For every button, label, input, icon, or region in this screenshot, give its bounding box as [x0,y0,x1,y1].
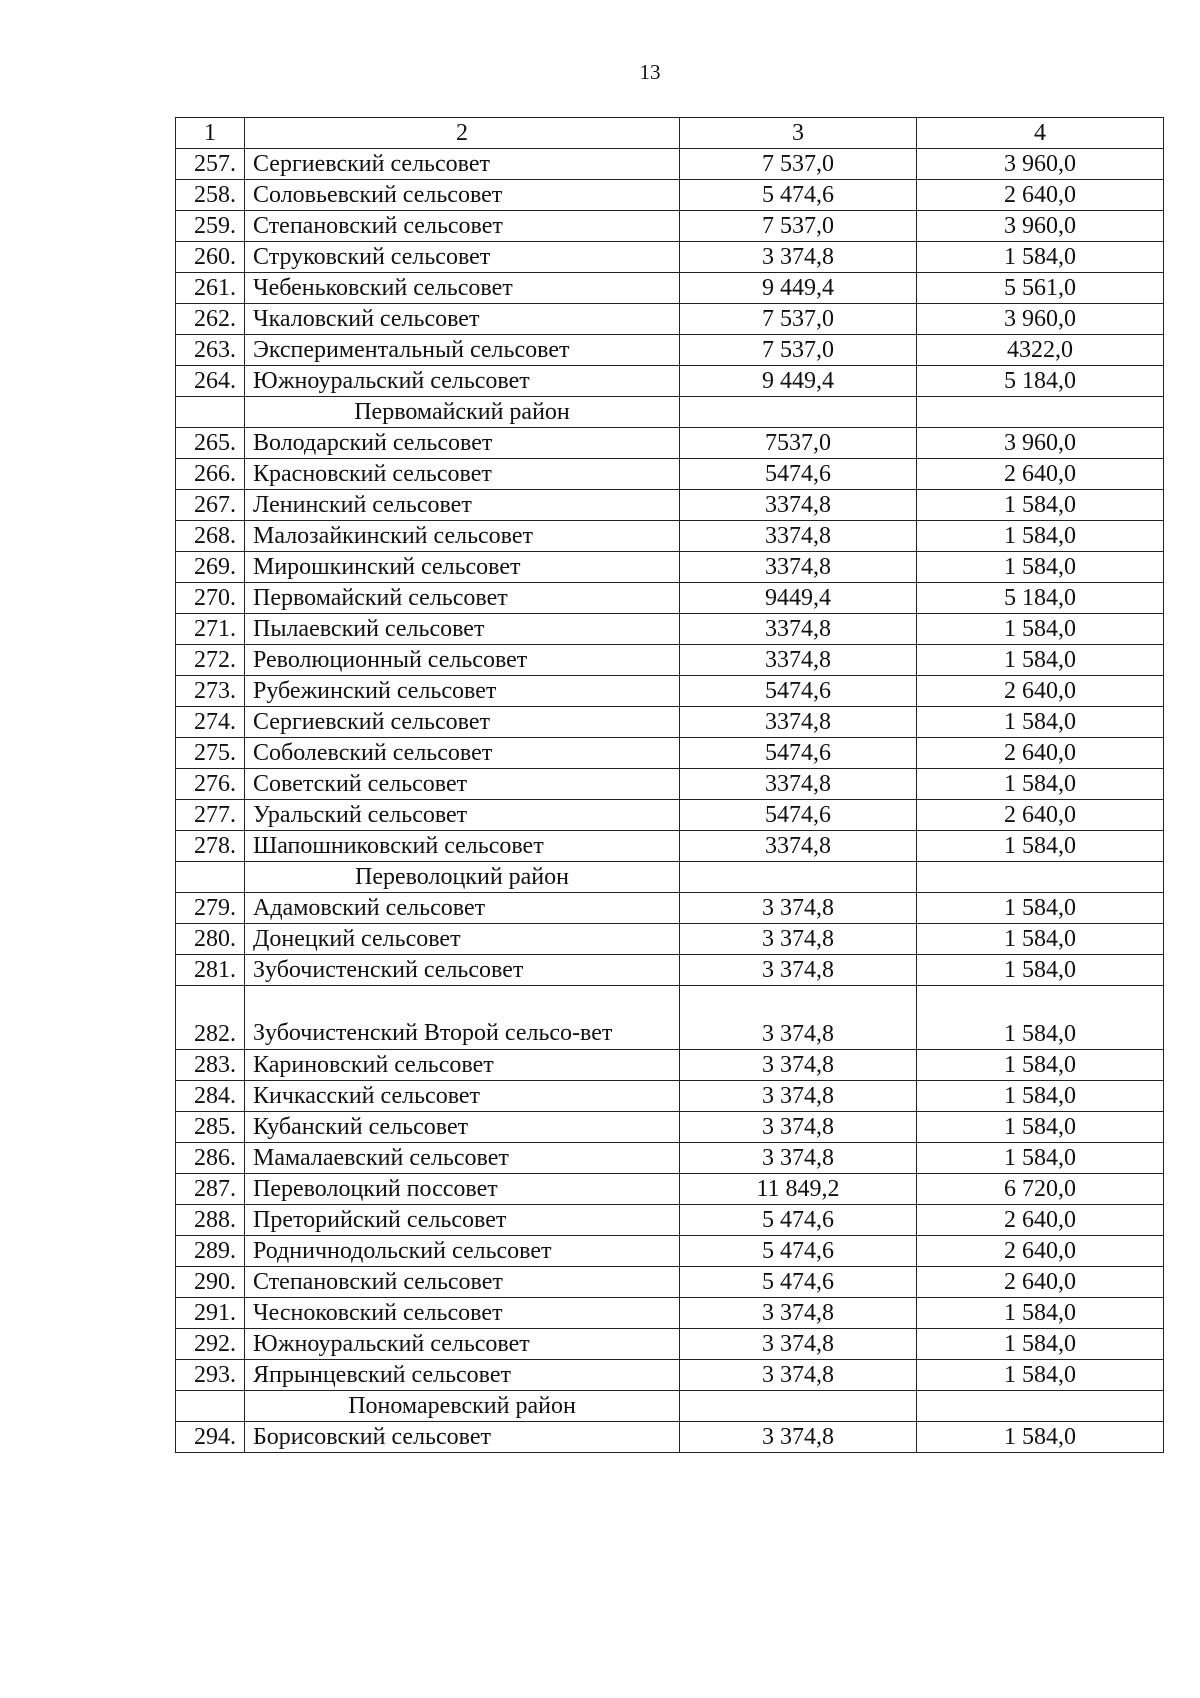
value-col3: 3374,8 [680,831,917,862]
value-col4: 3 960,0 [917,211,1164,242]
row-number: 275. [176,738,245,769]
value-col4: 1 584,0 [917,1360,1164,1391]
value-col3: 3374,8 [680,645,917,676]
row-number: 279. [176,893,245,924]
settlement-name: Сергиевский сельсовет [245,149,680,180]
value-col3: 3 374,8 [680,1143,917,1174]
row-number: 271. [176,614,245,645]
value-col3: 5 474,6 [680,1236,917,1267]
value-col3: 5474,6 [680,459,917,490]
row-number: 258. [176,180,245,211]
row-number [176,397,245,428]
row-number: 284. [176,1081,245,1112]
value-col4: 2 640,0 [917,738,1164,769]
row-number: 268. [176,521,245,552]
table-row [176,1360,1164,1391]
value-col3: 9 449,4 [680,366,917,397]
table-row [176,273,1164,304]
value-col4: 1 584,0 [917,1081,1164,1112]
value-col3: 5474,6 [680,800,917,831]
value-col3: 3374,8 [680,614,917,645]
settlement-name: Чкаловский сельсовет [245,304,680,335]
value-col4: 2 640,0 [917,459,1164,490]
row-number: 265. [176,428,245,459]
settlement-name: Сергиевский сельсовет [245,707,680,738]
district-header-row [176,862,1164,893]
table-row [176,552,1164,583]
value-col4: 1 584,0 [917,242,1164,273]
value-col4: 1 584,0 [917,521,1164,552]
table-row [176,1267,1164,1298]
table-row [176,459,1164,490]
settlement-name: Мирошкинский сельсовет [245,552,680,583]
district-header-row [176,1391,1164,1422]
row-number: 287. [176,1174,245,1205]
allocation-table [175,117,1164,1453]
value-col4: 3 960,0 [917,304,1164,335]
row-number: 282. [176,986,245,1050]
row-number: 266. [176,459,245,490]
table-row [176,335,1164,366]
value-col3: 7 537,0 [680,304,917,335]
settlement-name: Зубочистенский сельсовет [245,955,680,986]
value-col3: 3 374,8 [680,242,917,273]
value-col3: 7 537,0 [680,149,917,180]
table-row [176,924,1164,955]
settlement-name: Володарский сельсовет [245,428,680,459]
value-col4: 1 584,0 [917,1112,1164,1143]
settlement-name: Переволоцкий район [245,862,680,893]
value-col4: 2 640,0 [917,800,1164,831]
value-col3: 3 374,8 [680,1050,917,1081]
value-col4: 1 584,0 [917,490,1164,521]
value-col3: 7 537,0 [680,335,917,366]
settlement-name: Уральский сельсовет [245,800,680,831]
value-col3: 3 374,8 [680,1329,917,1360]
value-col3: 3 374,8 [680,1422,917,1453]
settlement-name: Южноуральский сельсовет [245,366,680,397]
table-row [176,1050,1164,1081]
settlement-name: Рубежинский сельсовет [245,676,680,707]
row-number: 294. [176,1422,245,1453]
row-number: 280. [176,924,245,955]
row-number: 289. [176,1236,245,1267]
value-col4: 1 584,0 [917,924,1164,955]
value-col3 [680,862,917,893]
value-col4: 1 584,0 [917,1422,1164,1453]
table-row [176,831,1164,862]
value-col4: 6 720,0 [917,1174,1164,1205]
value-col4: 2 640,0 [917,1267,1164,1298]
value-col3: 7537,0 [680,428,917,459]
value-col4: 1 584,0 [917,645,1164,676]
value-col3: 3374,8 [680,707,917,738]
row-number: 264. [176,366,245,397]
table-row [176,1081,1164,1112]
table-body [176,118,1164,1453]
value-col4: 1 584,0 [917,831,1164,862]
row-number: 259. [176,211,245,242]
table-row [176,986,1164,1050]
row-number: 263. [176,335,245,366]
value-col3: 11 849,2 [680,1174,917,1205]
settlement-name: Советский сельсовет [245,769,680,800]
settlement-name: Япрынцевский сельсовет [245,1360,680,1391]
table-row [176,1422,1164,1453]
table-row [176,676,1164,707]
table-row [176,1236,1164,1267]
settlement-name: Красновский сельсовет [245,459,680,490]
value-col3: 5474,6 [680,738,917,769]
value-col4: 1 584,0 [917,1143,1164,1174]
row-number: 257. [176,149,245,180]
value-col3: 5474,6 [680,676,917,707]
settlement-name: Кубанский сельсовет [245,1112,680,1143]
settlement-name: Адамовский сельсовет [245,893,680,924]
settlement-name: Борисовский сельсовет [245,1422,680,1453]
value-col4: 2 640,0 [917,676,1164,707]
table-row [176,1329,1164,1360]
row-number: 288. [176,1205,245,1236]
table-row [176,955,1164,986]
row-number [176,862,245,893]
settlement-name: Революционный сельсовет [245,645,680,676]
table-row [176,1205,1164,1236]
row-number: 276. [176,769,245,800]
table-row [176,366,1164,397]
table-header-row [176,118,1164,149]
row-number: 267. [176,490,245,521]
settlement-name: Соловьевский сельсовет [245,180,680,211]
table-row [176,645,1164,676]
table-row [176,738,1164,769]
settlement-name: Степановский сельсовет [245,211,680,242]
value-col4: 1 584,0 [917,955,1164,986]
settlement-name: Пылаевский сельсовет [245,614,680,645]
table-row [176,769,1164,800]
table-row [176,1143,1164,1174]
value-col4: 1 584,0 [917,552,1164,583]
value-col4: 5 184,0 [917,583,1164,614]
row-number: 274. [176,707,245,738]
value-col3: 5 474,6 [680,180,917,211]
value-col4: 2 640,0 [917,1205,1164,1236]
row-number: 277. [176,800,245,831]
row-number: 262. [176,304,245,335]
value-col4: 3 960,0 [917,149,1164,180]
settlement-name: Первомайский район [245,397,680,428]
value-col3: 7 537,0 [680,211,917,242]
settlement-name: Донецкий сельсовет [245,924,680,955]
table-row [176,149,1164,180]
value-col3: 3374,8 [680,552,917,583]
table-row [176,211,1164,242]
district-header-row [176,397,1164,428]
value-col4: 1 584,0 [917,1329,1164,1360]
value-col4: 1 584,0 [917,986,1164,1050]
value-col3: 9449,4 [680,583,917,614]
value-col4 [917,397,1164,428]
page-number: 13 [639,60,661,84]
row-number [176,1391,245,1422]
row-number: 278. [176,831,245,862]
settlement-name: Мамалаевский сельсовет [245,1143,680,1174]
value-col3: 3374,8 [680,490,917,521]
value-col4: 5 184,0 [917,366,1164,397]
value-col4: 1 584,0 [917,1050,1164,1081]
value-col4: 1 584,0 [917,1298,1164,1329]
table-row [176,490,1164,521]
value-col3: 3 374,8 [680,1112,917,1143]
settlement-name: Преторийский сельсовет [245,1205,680,1236]
value-col4 [917,862,1164,893]
table-row [176,521,1164,552]
table-row [176,893,1164,924]
value-col4: 5 561,0 [917,273,1164,304]
row-number: 290. [176,1267,245,1298]
settlement-name: Первомайский сельсовет [245,583,680,614]
settlement-name: Кичкасский сельсовет [245,1081,680,1112]
settlement-name: Переволоцкий поссовет [245,1174,680,1205]
table-row [176,180,1164,211]
row-number: 283. [176,1050,245,1081]
value-col3: 5 474,6 [680,1205,917,1236]
column-header-2: 2 [245,118,680,149]
settlement-name: Зубочистенский Второй сельсо-вет [245,986,680,1050]
row-number: 273. [176,676,245,707]
value-col3: 3 374,8 [680,1081,917,1112]
table-row [176,1174,1164,1205]
settlement-name: Степановский сельсовет [245,1267,680,1298]
value-col3 [680,1391,917,1422]
settlement-name: Пономаревский район [245,1391,680,1422]
value-col4: 2 640,0 [917,1236,1164,1267]
value-col4: 2 640,0 [917,180,1164,211]
column-header-1: 1 [176,118,245,149]
column-header-3: 3 [680,118,917,149]
value-col4: 1 584,0 [917,893,1164,924]
value-col4: 1 584,0 [917,707,1164,738]
settlement-name: Кариновский сельсовет [245,1050,680,1081]
settlement-name: Соболевский сельсовет [245,738,680,769]
value-col4: 1 584,0 [917,614,1164,645]
value-col4: 4322,0 [917,335,1164,366]
settlement-name: Малозайкинский сельсовет [245,521,680,552]
settlement-name: Шапошниковский сельсовет [245,831,680,862]
value-col3: 3 374,8 [680,1298,917,1329]
table-row [176,583,1164,614]
value-col3: 3 374,8 [680,893,917,924]
row-number: 269. [176,552,245,583]
settlement-name: Экспериментальный сельсовет [245,335,680,366]
value-col3: 3374,8 [680,769,917,800]
row-number: 285. [176,1112,245,1143]
value-col4 [917,1391,1164,1422]
table-row [176,1112,1164,1143]
value-col3: 5 474,6 [680,1267,917,1298]
settlement-name: Южноуральский сельсовет [245,1329,680,1360]
settlement-name: Чесноковский сельсовет [245,1298,680,1329]
value-col3: 3 374,8 [680,986,917,1050]
row-number: 272. [176,645,245,676]
settlement-name: Струковский сельсовет [245,242,680,273]
row-number: 286. [176,1143,245,1174]
value-col3 [680,397,917,428]
row-number: 261. [176,273,245,304]
value-col4: 1 584,0 [917,769,1164,800]
table-row [176,707,1164,738]
value-col4: 3 960,0 [917,428,1164,459]
settlement-name: Родничнодольский сельсовет [245,1236,680,1267]
value-col3: 9 449,4 [680,273,917,304]
row-number: 281. [176,955,245,986]
row-number: 270. [176,583,245,614]
table-row [176,242,1164,273]
table-row [176,304,1164,335]
table-row [176,614,1164,645]
row-number: 260. [176,242,245,273]
row-number: 291. [176,1298,245,1329]
column-header-4: 4 [917,118,1164,149]
row-number: 293. [176,1360,245,1391]
settlement-name: Чебеньковский сельсовет [245,273,680,304]
table-row [176,428,1164,459]
value-col3: 3374,8 [680,521,917,552]
table-row [176,1298,1164,1329]
table-row [176,800,1164,831]
row-number: 292. [176,1329,245,1360]
value-col3: 3 374,8 [680,955,917,986]
value-col3: 3 374,8 [680,1360,917,1391]
value-col3: 3 374,8 [680,924,917,955]
settlement-name: Ленинский сельсовет [245,490,680,521]
